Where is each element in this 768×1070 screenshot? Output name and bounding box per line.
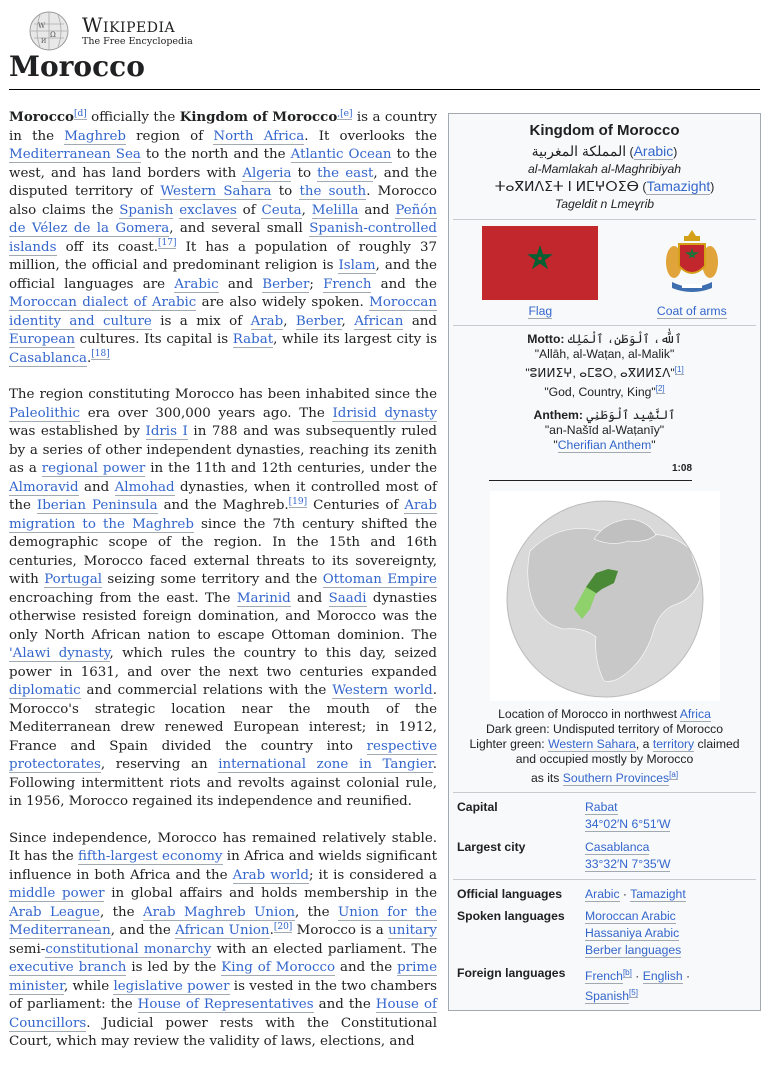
tamazight-transliteration: Tageldit n Lmeɣrib <box>554 197 655 211</box>
article-link[interactable]: Atlantic Ocean <box>290 147 392 162</box>
article-link[interactable]: European <box>9 332 75 347</box>
wikipedia-globe-logo[interactable] <box>28 10 74 52</box>
flag-link[interactable]: Flag <box>528 304 553 318</box>
article-link[interactable]: Paleolithic <box>9 405 81 421</box>
infobox-divider <box>453 219 756 220</box>
tamazight-language-link[interactable]: Tamazight <box>630 887 686 902</box>
article-text: seizing some territory and the <box>101 572 323 587</box>
infobox-divider <box>453 792 756 793</box>
map-caption-text: claimed <box>694 737 740 752</box>
national-symbols <box>449 226 760 319</box>
map-caption-occupied: and occupied mostly by Morocco <box>515 752 694 767</box>
article-link[interactable]: Saadi <box>328 590 367 606</box>
reference-link[interactable]: [20] <box>273 921 293 932</box>
article-link[interactable]: Peñón de Vélez de la Gomera <box>9 202 437 236</box>
page-title: Morocco <box>9 50 145 83</box>
article-text: to the north and the <box>140 147 291 162</box>
article-text: . Judicial power rests with the Constitutional Court, which may review the validity of laws, elections, and <box>9 1015 437 1049</box>
tamazight-link[interactable]: Tamazight <box>646 178 711 194</box>
article-link[interactable]: Moroccan dialect of Arabic <box>9 295 197 310</box>
article-text: and <box>78 479 115 495</box>
article-link[interactable]: Almoravid <box>9 479 79 495</box>
article-link[interactable]: French <box>323 276 372 292</box>
location-map[interactable] <box>449 491 760 701</box>
article-text: cultures. Its capital is <box>74 332 233 347</box>
article-text: , reserving an <box>100 757 219 772</box>
arabic-language-link[interactable]: Arabic <box>585 887 620 902</box>
article-text: , <box>301 202 312 218</box>
western-sahara-link[interactable]: Western Sahara <box>548 737 636 752</box>
article-text: is a mix of <box>151 313 251 329</box>
article-link[interactable]: Islam <box>338 258 376 273</box>
article-link[interactable]: constitutional monarchy <box>45 941 212 957</box>
motto-block <box>449 332 760 400</box>
flag-image[interactable] <box>482 226 598 300</box>
article-text: ; <box>309 276 324 292</box>
reference-link[interactable]: [17] <box>158 238 177 249</box>
article-text: . Morocco's strategic location near the mouth of the Mediterranean drew renewed European interest; in 1912, France and Spain divided the country into <box>9 683 437 754</box>
title-divider <box>9 89 760 90</box>
article-text: of <box>236 202 262 218</box>
infobox-divider <box>453 325 756 326</box>
article-text: It has a population of roughly 37 million, the official and predominant religion is <box>9 239 438 273</box>
largest-city-coords-link[interactable]: 33°32′N 7°35′W <box>585 857 671 872</box>
article-text: , while <box>64 978 114 994</box>
article-link[interactable]: legislative power <box>113 978 230 994</box>
article-link[interactable]: Almohad <box>114 479 175 495</box>
separator: · <box>619 887 631 902</box>
separator: · <box>682 969 691 984</box>
article-text: and <box>290 590 329 606</box>
spanish-ref[interactable]: [5] <box>629 988 638 998</box>
territory-link[interactable]: territory <box>652 737 695 752</box>
article-link[interactable]: Ceuta <box>261 202 302 218</box>
article-link[interactable]: Portugal <box>44 572 102 587</box>
article-text: region of <box>125 128 214 144</box>
motto-tamazight: "ⵓⵍⵍⵉⵖ, ⴰⵎⵓⵔ, ⴰⴳⵍⵍⵉⴷ" <box>525 366 675 381</box>
article-text: , <box>341 313 355 329</box>
arabic-name: المملكة المغربية <box>531 143 627 159</box>
article-text: . It overlooks the <box>304 128 438 144</box>
article-link[interactable]: Ottoman Empire <box>322 572 437 587</box>
article-text: and the Maghreb. <box>157 498 289 513</box>
article-text: in Africa and wields significant influence in both Africa and the <box>9 849 438 883</box>
article-text: and <box>403 313 437 329</box>
spoken-languages-row <box>449 905 760 962</box>
svg-text:W: W <box>38 22 46 30</box>
coat-of-arms-link[interactable]: Coat of arms <box>656 304 727 318</box>
motto-ref-2[interactable]: [2] <box>655 384 665 394</box>
article-paragraph-2 <box>9 386 437 812</box>
article-text: , and several small <box>169 221 310 236</box>
moroccan-arabic-link[interactable]: Moroccan Arabic <box>585 909 676 924</box>
article-text: since the 7th century shifted the demographic scope of the region. In the 15th and 16th centuries, Morocco faced external threats to its sovereignty, with <box>9 516 437 587</box>
article-link[interactable]: international zone in Tangier <box>218 757 433 772</box>
article-paragraph-3 <box>9 830 437 1052</box>
article-link[interactable]: regional power <box>41 461 146 476</box>
motto-ref-1[interactable]: [1] <box>674 365 684 374</box>
capital-label: Capital <box>457 800 498 815</box>
article-text: , which rules the country to this day, seized power in 1631, and over the next two centuries expanded <box>9 646 438 680</box>
article-link[interactable]: African <box>354 313 404 329</box>
article-link[interactable]: Spanish-controlled islands <box>9 221 437 255</box>
article-text: with an elected parliament. The <box>211 941 437 957</box>
audio-duration: 1:08 <box>671 463 692 475</box>
article-text: and the <box>335 960 398 975</box>
map-caption <box>449 707 760 786</box>
article-link[interactable]: prime minister <box>9 960 437 994</box>
reference-link[interactable]: [19] <box>288 496 308 507</box>
hassaniya-arabic-link[interactable]: Hassaniya Arabic <box>585 926 680 941</box>
french-ref[interactable]: [b] <box>622 968 632 978</box>
article-text: Centuries of <box>307 498 405 513</box>
article-link[interactable]: House of Councillors <box>9 997 437 1031</box>
article-link[interactable]: House of Representatives <box>137 997 314 1012</box>
foreign-languages-row <box>449 962 760 1008</box>
article-text: off its coast. <box>56 239 158 255</box>
africa-link[interactable]: Africa <box>679 707 711 722</box>
article-link[interactable]: Arab world <box>232 867 309 883</box>
article-text: Morocco is a <box>292 923 389 938</box>
capital-coords-link[interactable]: 34°02′N 6°51′W <box>585 817 671 832</box>
map-caption-text: Location of Morocco in northwest <box>498 707 680 722</box>
article-link[interactable]: King of Morocco <box>221 960 336 975</box>
anthem-arabic: ٱلنَّشِيد ٱلْوَطَنِي <box>586 408 676 423</box>
article-text: , and the official languages are <box>9 258 437 292</box>
article-text: era over 300,000 years ago. The <box>80 405 333 421</box>
article-link[interactable]: Mediterranean Sea <box>9 147 141 162</box>
article-link[interactable]: Iberian Peninsula <box>36 498 158 513</box>
map-caption-text: as its <box>530 771 563 786</box>
article-text: , the <box>295 904 338 920</box>
article-link[interactable]: Western world <box>332 683 433 698</box>
native-names: المملكة المغربية (Arabic) al-Mamlakah al-Maghribiyah ⵜⴰⴳⵍⴷⵉⵜ ⵏ ⵍⵎⵖⵔⵉⴱ (Tamazight) Tageldit n Lmeɣrib <box>449 143 760 213</box>
article-text: was established by <box>9 424 146 439</box>
spanish-link[interactable]: Spanish <box>585 989 630 1004</box>
infobox <box>448 113 761 1011</box>
article-text: officially the <box>86 110 180 125</box>
article-text: and <box>218 276 263 292</box>
map-caption-ref[interactable]: [a] <box>669 770 679 780</box>
bold-term: Kingdom of Morocco <box>179 109 338 125</box>
wordmark-tagline: The Free Encyclopedia <box>82 36 193 47</box>
anthem-block: Anthem: ٱلنَّشِيد ٱلْوَطَنِي "an-Našīd al-Waṭanīy" "Cherifian Anthem" <box>449 408 760 453</box>
article-link[interactable]: Rabat <box>232 332 274 347</box>
french-link[interactable]: French <box>585 969 623 984</box>
article-link[interactable]: Arab <box>250 313 284 329</box>
article-text: and the <box>371 276 437 292</box>
largest-city-link[interactable]: Casablanca <box>585 840 650 855</box>
article-text: semi- <box>9 941 46 957</box>
article-text: . Morocco also claims the <box>9 184 437 218</box>
article-body <box>9 108 437 1070</box>
article-text: . <box>269 923 274 938</box>
anthem-link[interactable]: Cherifian Anthem <box>557 438 652 453</box>
article-text: to the west, and has land borders with <box>9 147 438 181</box>
wordmark[interactable] <box>82 14 193 48</box>
largest-city-label: Largest city <box>457 840 526 855</box>
article-link[interactable]: African Union <box>175 923 270 938</box>
article-text: to <box>291 165 318 181</box>
coat-of-arms-image[interactable] <box>664 226 720 300</box>
reference-link[interactable]: ,[e] <box>337 108 353 119</box>
largest-city-row <box>449 836 760 876</box>
map-caption-dark-green: Dark green: Undisputed territory of Morocco <box>485 722 724 737</box>
article-link[interactable]: respective protectorates <box>9 738 437 772</box>
article-link[interactable]: Arab League <box>9 904 100 920</box>
map-caption-text: Lighter green: <box>469 737 549 752</box>
article-link[interactable]: Arab Maghreb Union <box>142 904 296 920</box>
reference-link[interactable]: [d] <box>73 108 87 119</box>
motto-transliteration: "Allāh, al-Waṭan, al-Malik" <box>534 347 675 361</box>
article-link[interactable]: middle power <box>9 886 105 901</box>
article-link[interactable]: Union for the Mediterranean <box>9 904 438 938</box>
capital-row <box>449 796 760 836</box>
infobox-title: Kingdom of Morocco <box>529 122 680 139</box>
article-text: to <box>271 184 300 199</box>
article-text: , while its largest city is <box>273 332 437 347</box>
anthem-audio-player[interactable] <box>489 463 692 481</box>
separator: · <box>631 969 643 984</box>
article-text: in global affairs and holds membership in the <box>104 886 437 901</box>
wordmark-title: Wikipedia <box>82 13 176 37</box>
article-link[interactable]: 'Alawi dynasty <box>9 646 110 661</box>
article-text: and <box>358 202 396 218</box>
article-text: is vested in the two chambers of parliament: the <box>9 978 438 1012</box>
article-link[interactable]: North Africa <box>213 128 305 144</box>
article-text: in the 11th and 12th centuries, under the <box>145 461 438 476</box>
article-text: . Following intermittent riots and revolts against colonial rule, in 1956, Morocco regained its independence and reunified. <box>9 757 437 809</box>
article-link[interactable]: diplomatic <box>9 683 81 698</box>
site-header <box>28 10 193 52</box>
article-text: Since independence, Morocco has remained relatively stable. It has the <box>9 830 437 864</box>
article-link[interactable]: unitary <box>388 923 437 938</box>
svg-text:И: И <box>41 38 47 45</box>
article-text: in 788 and was subsequently ruled by a series of other independent dynasties, reaching its zenith as a <box>9 424 438 476</box>
article-text: are also widely spoken. <box>196 295 370 310</box>
article-text: encroaching from the east. The <box>9 590 237 606</box>
article-link[interactable]: Algeria <box>242 165 292 181</box>
spoken-languages-label: Spoken languages <box>457 909 565 924</box>
article-text: , and the disputed territory of <box>9 165 437 199</box>
article-link[interactable]: Idris I <box>145 424 188 439</box>
article-text: , the <box>99 904 143 920</box>
article-text: is a country in the <box>9 110 437 144</box>
map-caption-text: , a <box>635 737 653 752</box>
motto-english: "God, Country, King" <box>544 385 656 400</box>
article-text: . <box>87 350 92 366</box>
article-link[interactable]: the south <box>299 184 367 199</box>
arabic-transliteration: al-Mamlakah al-Maghribiyah <box>527 162 682 176</box>
tamazight-name: ⵜⴰⴳⵍⴷⵉⵜ ⵏ ⵍⵎⵖⵔⵉⴱ <box>494 178 639 194</box>
capital-link[interactable]: Rabat <box>585 800 618 815</box>
svg-text:Ω: Ω <box>50 31 56 39</box>
article-link[interactable]: Arabic <box>174 276 219 292</box>
article-link[interactable]: exclaves <box>179 202 237 218</box>
motto-label: Motto: <box>527 332 565 346</box>
anthem-transliteration: "an-Našīd al-Waṭanīy" <box>544 423 665 438</box>
article-text: is led by the <box>126 960 222 975</box>
official-languages-label: Official languages <box>457 887 562 902</box>
article-link[interactable]: Western Sahara <box>160 184 272 199</box>
foreign-languages-label: Foreign languages <box>457 966 566 981</box>
official-languages-row <box>449 883 760 905</box>
article-link[interactable]: fifth-largest economy <box>77 849 223 864</box>
infobox-divider <box>453 879 756 880</box>
article-text: , <box>283 313 296 329</box>
article-link[interactable]: the east <box>317 165 374 181</box>
article-link[interactable]: Spanish <box>119 202 174 218</box>
southern-provinces-link[interactable]: Southern Provinces <box>562 771 670 786</box>
article-link[interactable]: executive branch <box>9 960 127 975</box>
article-link[interactable]: Casablanca <box>9 350 88 366</box>
article-text: and commercial relations with the <box>80 683 333 698</box>
article-paragraph-1 <box>9 108 437 368</box>
article-text: dynasties otherwise resisted foreign domination, and Morocco was the only North African nation to escape Ottoman dominion. The <box>9 590 437 643</box>
article-link[interactable]: Arab migration to the Maghreb <box>9 498 437 532</box>
article-link[interactable]: Idrisid dynasty <box>332 405 438 421</box>
article-link[interactable]: Melilla <box>311 202 359 218</box>
berber-languages-link[interactable]: Berber languages <box>585 943 682 958</box>
arabic-link[interactable]: Arabic <box>633 143 674 159</box>
article-text: ; it is considered a <box>309 867 438 883</box>
anthem-label: Anthem: <box>533 408 583 423</box>
orthographic-map-image <box>490 491 720 701</box>
article-text: , and the <box>110 923 176 938</box>
flag-block <box>482 226 598 319</box>
bold-term: Morocco <box>9 109 74 125</box>
article-link[interactable]: Berber <box>295 313 342 329</box>
article-text: The region constituting Morocco has been inhabited since the <box>9 387 437 402</box>
article-text: and the <box>313 997 376 1012</box>
reference-link[interactable]: [18] <box>91 349 110 360</box>
article-text: dynasties, when it controlled most of the <box>9 479 437 513</box>
article-link[interactable]: Marinid <box>236 590 291 606</box>
article-link[interactable]: Moroccan identity and culture <box>9 295 437 329</box>
coat-of-arms-block <box>657 226 727 319</box>
article-link[interactable]: Berber <box>262 276 310 292</box>
english-link[interactable]: English <box>642 969 683 984</box>
article-link[interactable]: Maghreb <box>64 128 126 144</box>
motto-arabic: ٱللَّٰه، ٱلْوَطَن، ٱلْمَلِك <box>567 332 682 346</box>
